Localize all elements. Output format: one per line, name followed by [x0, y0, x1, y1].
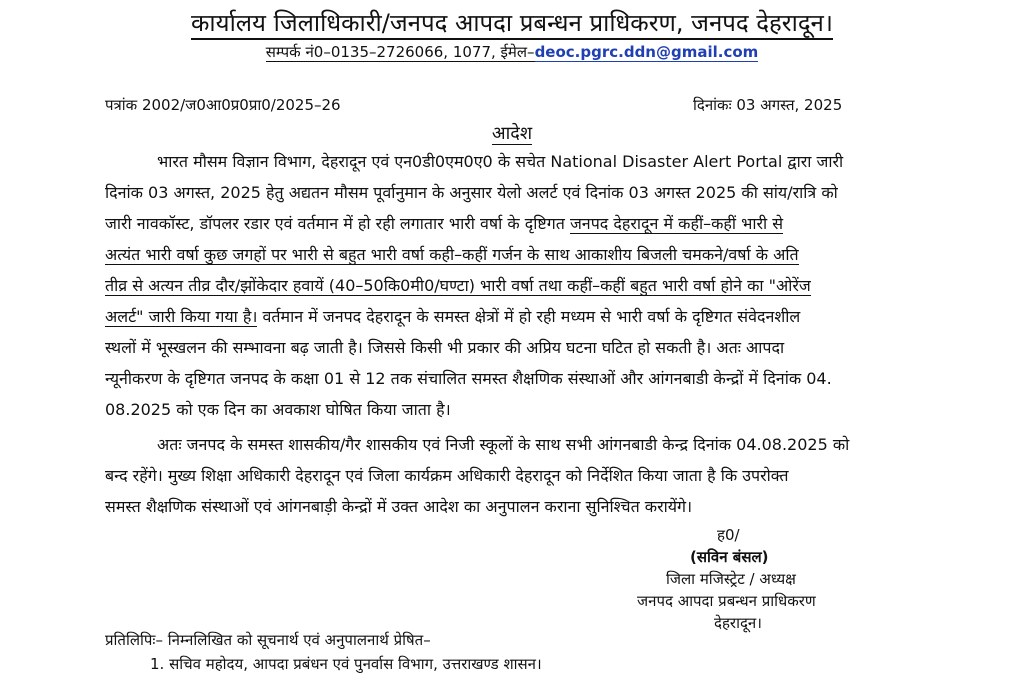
- signatory-name: (सविन बंसल): [690, 548, 769, 566]
- signatory-designation: जिला मजिस्ट्रेट / अध्यक्ष: [666, 570, 796, 588]
- paragraph-2-line: समस्त शैक्षणिक संस्थाओं एवं आंगनबाड़ी केन्द्रों में उक्त आदेश का अनुपालन कराना सुनिश्चित करायेंगे।: [105, 497, 693, 516]
- contact-line: [0, 42, 1024, 62]
- paragraph-1-line: अत्यंत भारी वर्षा कुछ जगहों पर भारी से बहुत भारी वर्षा कही–कहीं गर्जन के साथ आकाशीय बिजली चमकने/वर्षा के अति: [105, 245, 799, 264]
- reference-number: पत्रांक 2002/ज0आ0प्र0प्रा0/2025–26: [105, 96, 341, 114]
- copy-list-item: 1. सचिव महोदय, आपदा प्रबंधन एवं पुनर्वास विभाग, उत्तराखण्ड शासन।: [150, 655, 542, 673]
- paragraph-1-line: अलर्ट" जारी किया गया है। वर्तमान में जनपद देहरादून के समस्त क्षेत्रों में हो रही मध्यम से भारी वर्षा के दृष्टिगत संवेदनशील: [105, 307, 801, 326]
- orange-alert-highlight: जनपद देहरादून में कहीं–कहीं भारी से: [569, 214, 784, 233]
- paragraph-1-line: तीव्र से अत्यन तीव्र दौर/झोंकेदार हवायें (40–50कि0मी0/घण्टा) भारी वर्षा तथा कहीं–कहीं बहुत भारी वर्षा होने का "ओरेंज: [105, 276, 811, 295]
- office-title: कार्यालय जिलाधिकारी/जनपद आपदा प्रबन्धन प्राधिकरण, जनपद देहरादून।: [0, 6, 1024, 39]
- signatory-authority: जनपद आपदा प्रबन्धन प्राधिकरण: [637, 592, 816, 610]
- email-link[interactable]: deoc.pgrc.ddn@gmail.com: [534, 43, 759, 61]
- paragraph-1-line: भारत मौसम विज्ञान विभाग, देहरादून एवं एन0डी0एम0ए0 के सचेत National Disaster Alert Portal द्वारा जारी: [157, 152, 844, 171]
- paragraph-1-line: जारी नावकॉस्ट, डॉपलर रडार एवं वर्तमान में हो रही लगातार भारी वर्षा के दृष्टिगत जनपद देहरादून में कहीं–कहीं भारी से: [105, 214, 784, 233]
- copy-label: प्रतिलिपिः– निम्नलिखित को सूचनार्थ एवं अनुपालनार्थ प्रेषित–: [105, 631, 431, 649]
- paragraph-2-line: अतः जनपद के समस्त शासकीय/गैर शासकीय एवं निजी स्कूलों के साथ सभी आंगनबाडी केन्द्र दिनांक 04.08.2025 को: [157, 435, 850, 454]
- contact-label: सम्पर्क नं0–0135–2726066, 1077, ईमेल–: [265, 43, 535, 61]
- paragraph-1-line: स्थलों में भूस्खलन की सम्भावना बढ़ जाती है। जिससे किसी भी प्रकार की अप्रिय घटना घटित हो सकती है। अतः आपदा: [105, 338, 785, 357]
- paragraph-2-line: बन्द रहेंगे। मुख्य शिक्षा अधिकारी देहरादून एवं जिला कार्यक्रम अधिकारी देहरादून को निर्देशित किया जाता है कि उपरोक्त: [105, 466, 789, 485]
- signatory-place: देहरादून।: [714, 614, 762, 632]
- order-date: दिनांकः 03 अगस्त, 2025: [693, 96, 843, 114]
- paragraph-1-line: न्यूनीकरण के दृष्टिगत जनपद के कक्षा 01 से 12 तक संचालित समस्त शैक्षणिक संस्थाओं और आंगनबाडी केन्द्रों में दिनांक 04.: [105, 369, 832, 388]
- paragraph-1-line: दिनांक 03 अगस्त, 2025 हेतु अद्यतन मौसम पूर्वानुमान के अनुसार येलो अलर्ट एवं दिनांक 03 अगस्त 2025 की सांय/रात्रि को: [105, 183, 838, 202]
- paragraph-1-line: 08.2025 को एक दिन का अवकाश घोषित किया जाता है।: [105, 400, 451, 419]
- signed-mark: ह0/: [717, 526, 740, 544]
- order-heading: आदेश: [491, 123, 533, 144]
- cut-off-next-item: [150, 677, 380, 683]
